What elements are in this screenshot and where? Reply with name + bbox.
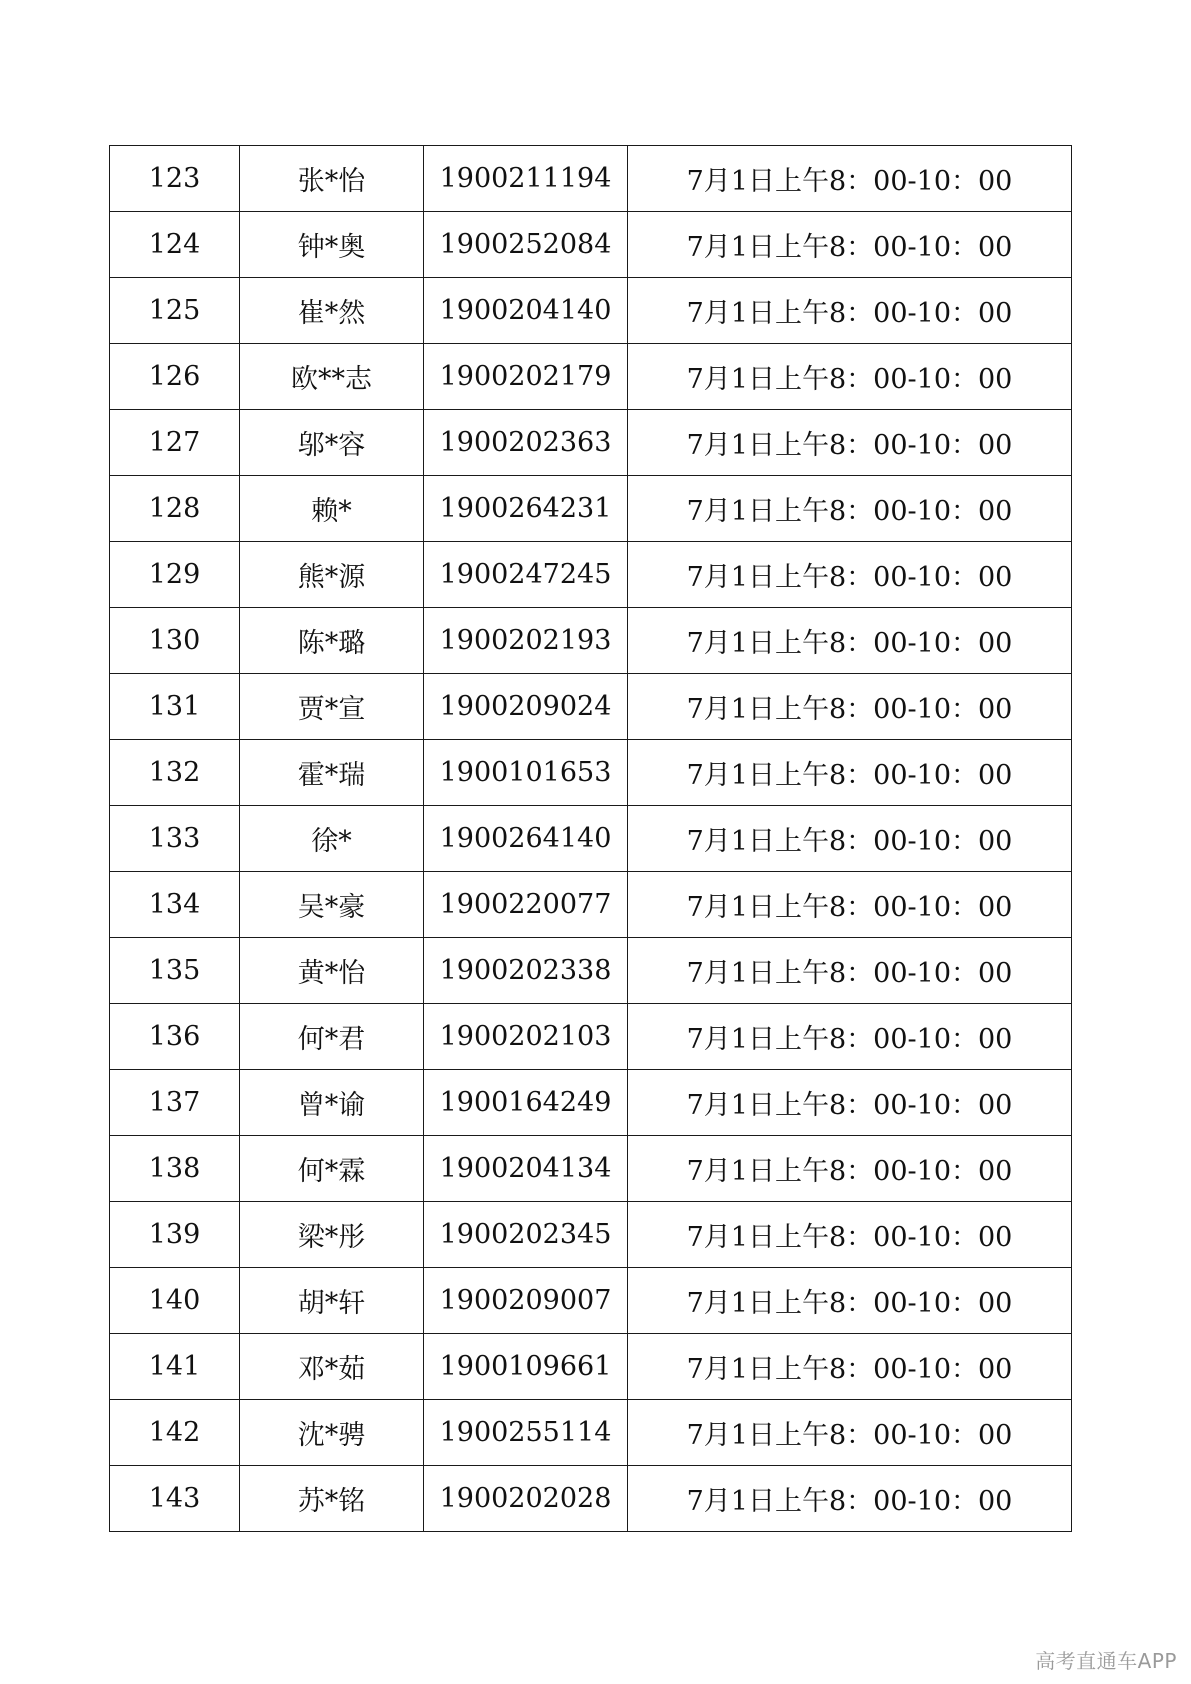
cell-number: 143 [110,1466,240,1532]
table-row [110,872,1072,938]
table-row [110,740,1072,806]
cell-exam-id: 1900209024 [424,674,628,740]
cell-name: 苏*铭 [240,1466,424,1532]
cell-time-slot: 7月1日上午8：00-10：00 [628,344,1072,410]
cell-exam-id: 1900101653 [424,740,628,806]
cell-name: 何*霖 [240,1136,424,1202]
cell-exam-id: 1900202345 [424,1202,628,1268]
cell-time-slot: 7月1日上午8：00-10：00 [628,278,1072,344]
cell-number: 131 [110,674,240,740]
table-row [110,608,1072,674]
table-row [110,1004,1072,1070]
cell-number: 139 [110,1202,240,1268]
cell-time-slot: 7月1日上午8：00-10：00 [628,1334,1072,1400]
cell-number: 142 [110,1400,240,1466]
cell-exam-id: 1900220077 [424,872,628,938]
cell-exam-id: 1900202338 [424,938,628,1004]
cell-name: 张*怡 [240,146,424,212]
cell-time-slot: 7月1日上午8：00-10：00 [628,938,1072,1004]
cell-exam-id: 1900202028 [424,1466,628,1532]
cell-exam-id: 1900109661 [424,1334,628,1400]
cell-number: 123 [110,146,240,212]
cell-time-slot: 7月1日上午8：00-10：00 [628,608,1072,674]
watermark-text: 高考直通车APP [1035,1649,1177,1673]
cell-time-slot: 7月1日上午8：00-10：00 [628,1268,1072,1334]
cell-number: 133 [110,806,240,872]
cell-name: 胡*轩 [240,1268,424,1334]
roster-table-body [110,146,1072,1532]
cell-name: 贾*宣 [240,674,424,740]
cell-time-slot: 7月1日上午8：00-10：00 [628,212,1072,278]
cell-name: 邬*容 [240,410,424,476]
cell-number: 132 [110,740,240,806]
cell-number: 127 [110,410,240,476]
cell-exam-id: 1900209007 [424,1268,628,1334]
cell-time-slot: 7月1日上午8：00-10：00 [628,674,1072,740]
cell-exam-id: 1900211194 [424,146,628,212]
table-row [110,542,1072,608]
cell-name: 钟*奥 [240,212,424,278]
cell-number: 128 [110,476,240,542]
table-row [110,1400,1072,1466]
table-row [110,938,1072,1004]
cell-number: 124 [110,212,240,278]
cell-time-slot: 7月1日上午8：00-10：00 [628,1004,1072,1070]
table-row [110,1070,1072,1136]
cell-time-slot: 7月1日上午8：00-10：00 [628,1466,1072,1532]
cell-name: 邓*茹 [240,1334,424,1400]
table-row [110,1202,1072,1268]
cell-time-slot: 7月1日上午8：00-10：00 [628,146,1072,212]
table-row [110,410,1072,476]
cell-exam-id: 1900204140 [424,278,628,344]
cell-exam-id: 1900252084 [424,212,628,278]
cell-time-slot: 7月1日上午8：00-10：00 [628,1400,1072,1466]
table-row [110,1334,1072,1400]
cell-time-slot: 7月1日上午8：00-10：00 [628,1070,1072,1136]
cell-time-slot: 7月1日上午8：00-10：00 [628,872,1072,938]
table-row [110,278,1072,344]
cell-exam-id: 1900264140 [424,806,628,872]
cell-name: 梁*彤 [240,1202,424,1268]
cell-exam-id: 1900202363 [424,410,628,476]
cell-number: 141 [110,1334,240,1400]
table-row [110,344,1072,410]
table-row [110,1466,1072,1532]
cell-exam-id: 1900202179 [424,344,628,410]
cell-name: 霍*瑞 [240,740,424,806]
cell-time-slot: 7月1日上午8：00-10：00 [628,542,1072,608]
table-row [110,146,1072,212]
table-row [110,674,1072,740]
table-row [110,1136,1072,1202]
cell-name: 曾*谕 [240,1070,424,1136]
cell-number: 129 [110,542,240,608]
cell-name: 黄*怡 [240,938,424,1004]
cell-exam-id: 1900164249 [424,1070,628,1136]
cell-name: 沈*骋 [240,1400,424,1466]
cell-name: 吴*豪 [240,872,424,938]
cell-number: 126 [110,344,240,410]
cell-number: 130 [110,608,240,674]
cell-name: 崔*然 [240,278,424,344]
cell-time-slot: 7月1日上午8：00-10：00 [628,806,1072,872]
roster-table [109,145,1072,1532]
cell-number: 136 [110,1004,240,1070]
table-row [110,1268,1072,1334]
cell-name: 徐* [240,806,424,872]
cell-name: 熊*源 [240,542,424,608]
cell-time-slot: 7月1日上午8：00-10：00 [628,476,1072,542]
cell-name: 赖* [240,476,424,542]
cell-time-slot: 7月1日上午8：00-10：00 [628,1202,1072,1268]
cell-exam-id: 1900204134 [424,1136,628,1202]
cell-number: 137 [110,1070,240,1136]
cell-exam-id: 1900202103 [424,1004,628,1070]
cell-time-slot: 7月1日上午8：00-10：00 [628,1136,1072,1202]
cell-name: 陈*璐 [240,608,424,674]
cell-exam-id: 1900202193 [424,608,628,674]
cell-name: 何*君 [240,1004,424,1070]
cell-number: 134 [110,872,240,938]
cell-time-slot: 7月1日上午8：00-10：00 [628,410,1072,476]
table-row [110,212,1072,278]
cell-number: 125 [110,278,240,344]
cell-number: 135 [110,938,240,1004]
cell-exam-id: 1900255114 [424,1400,628,1466]
table-row [110,476,1072,542]
table-row [110,806,1072,872]
cell-name: 欧**志 [240,344,424,410]
cell-exam-id: 1900264231 [424,476,628,542]
cell-time-slot: 7月1日上午8：00-10：00 [628,740,1072,806]
cell-exam-id: 1900247245 [424,542,628,608]
cell-number: 140 [110,1268,240,1334]
cell-number: 138 [110,1136,240,1202]
